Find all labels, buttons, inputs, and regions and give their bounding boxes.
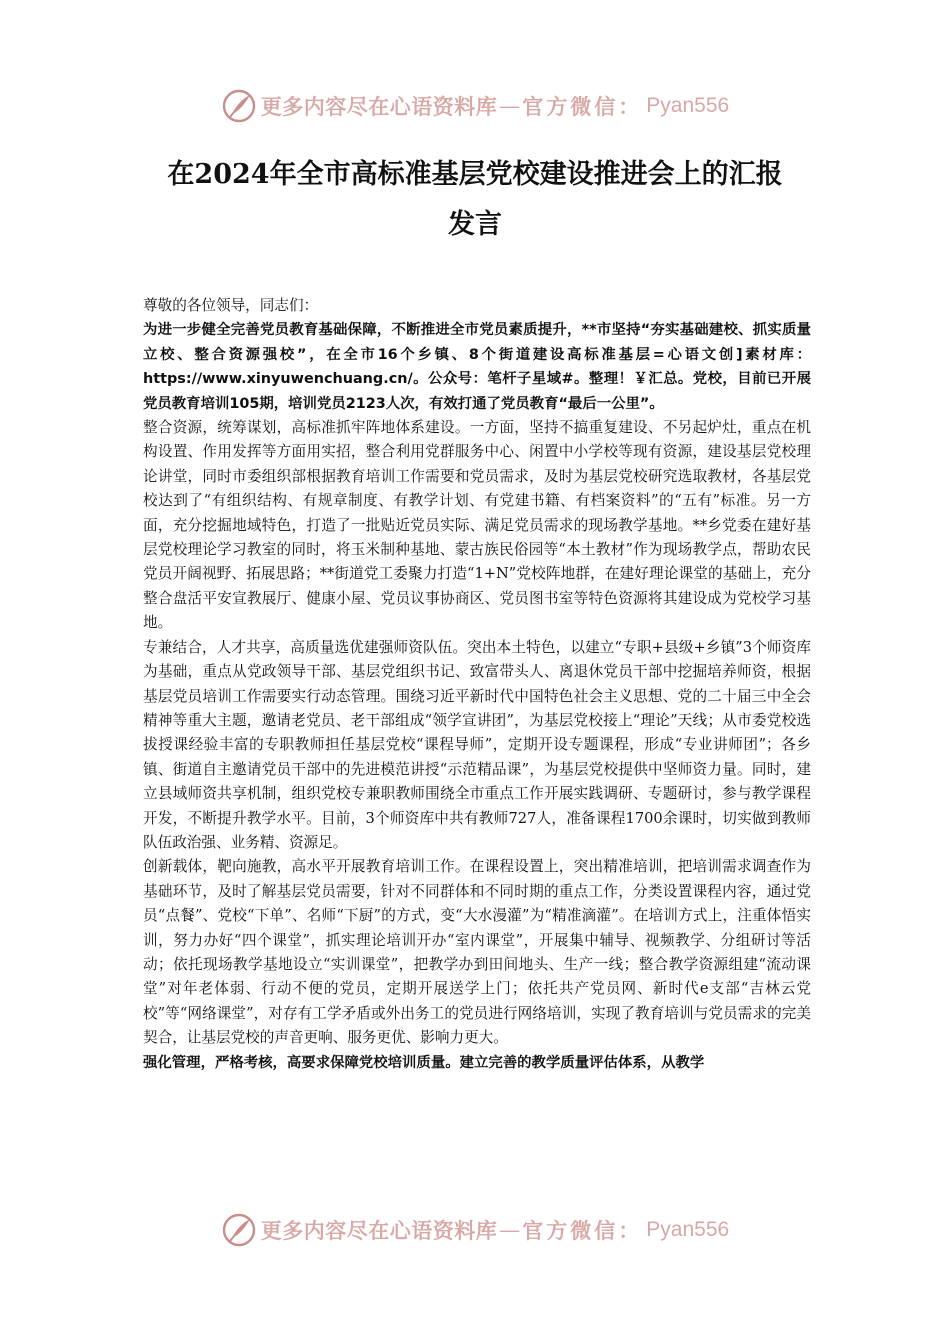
title-line-2: 发言 [448, 209, 502, 240]
paragraph-management: 强化管理，严格考核，高要求保障党校培训质量。建立完善的教学质量评估体系，从教学 [143, 1054, 705, 1071]
watermark-separator: — [499, 1218, 521, 1242]
paragraph-training: 创新载体，靶向施教，高水平开展教育培训工作。在课程设置上，突出精准培训，把培训需求调查作为基础环节，及时了解基层党员需要，针对不同群体和不同时期的重点工作，分类设置课程内容，通过党员“点餐”、党校“下单”、名师“下厨”的方式，变“大水漫灌”为“精准滴灌”。在培训方式上，注重体悟实训，努力办好“四个课堂”，抓实理论培训开办“室内课堂”，开展集中辅导、视频教学、分组研讨等活动；依托现场教学基地设立“实训课堂”，把教学办到田间地头、生产一线；整合教学资源组建“流动课堂”对年老体弱、行动不便的党员，定期开展送学上门；依托共产党员网、新时代e支部“吉林云党校”等“网络课堂”，对存有工学矛盾或外出务工的党员进行网络培训，实现了教育培训与党员需求的完美契合，让基层党校的声音更响、服务更优、影响力更大。 [143, 858, 811, 1047]
salutation: 尊敬的各位领导，同志们： [143, 297, 319, 314]
watermark-separator: — [499, 94, 521, 118]
paragraph-resources: 整合资源，统筹谋划，高标准抓牢阵地体系建设。一方面，坚持不搞重复建设、不另起炉灶，重点在机构设置、作用发挥等方面用实招，整合利用党群服务中心、闲置中小学校等现有资源，建设基层党校理论讲堂，同时市委组织部根据教育培训工作需要和党员需求，及时为基层党校研究选取教材，各基层党校达到了“有组织结构、有规章制度、有教学计划、有党建书籍、有档案资料”的“五有”标准。另一方面，充分挖掘地域特色，打造了一批贴近党员实际、满足党员需求的现场教学基地。**乡党委在建好基层党校理论学习教室的同时，将玉米制种基地、蒙古族民俗园等“本土教材”作为现场教学点，帮助农民党员开阔视野、拓展思路；**街道党工委聚力打造“1+N”党校阵地群，在建好理论课堂的基础上，充分整合盘活平安宣教展厅、健康小屋、党员议事协商区、党员图书室等特色资源将其建设成为党校学习基地。 [143, 419, 811, 632]
title-line-1: 在2024年全市高标准基层党校建设推进会上的汇报 [167, 159, 783, 190]
watermark-banner-bottom [0, 1208, 950, 1252]
watermark-wechat-id: Pyan556 [646, 1218, 730, 1241]
paragraph-teachers: 专兼结合，人才共享，高质量选优建强师资队伍。突出本土特色，以建立“专职+县级+乡镇”3个师资库为基础，重点从党政领导干部、基层党组织书记、致富带头人、离退休党员干部中挖掘培养师资，根据基层党员培训工作需要实行动态管理。围绕习近平新时代中国特色社会主义思想、党的二十届三中全会精神等重大主题，邀请老党员、老干部组成“领学宣讲团”，为基层党校接上“理论”天线；从市委党校选拔授课经验丰富的专职教师担任基层党校“课程导师”，定期开设专题课程，形成“专业讲师团”；各乡镇、街道自主邀请党员干部中的先进模范讲授“示范精品课”，为基层党校提供中坚师资力量。同时，建立县域师资共享机制，组织党校专兼职教师围绕全市重点工作开展实践调研、专题研讨，参与教学课程开发，不断提升教学水平。目前，3个师资库中共有教师727人，准备课程1700余课时，切实做到教师队伍政治强、业务精、资源足。 [143, 638, 811, 851]
watermark-main-text: 更多内容尽在心语资料库 [260, 1218, 498, 1243]
quill-logo-icon [221, 88, 257, 124]
watermark-label: 官方微信： [522, 94, 643, 119]
quill-logo-icon [221, 1212, 257, 1248]
watermark-label: 官方微信： [522, 1218, 643, 1243]
document-body [143, 294, 811, 1075]
paragraph-intro: 为进一步健全完善党员教育基础保障，不断推进全市党员素质提升，**市坚持“夯实基础建校、抓实质量立校、整合资源强校”，在全市16个乡镇、8个街道建设高标准基层=心语文创]素材库：https://www.xinyuwenchuang.cn/。公众号：笔杆子星域#。整理！￥汇总。党校，目前已开展党员教育培训105期，培训党员2123人次，有效打通了党员教育“最后一公里”。 [143, 322, 811, 412]
watermark-banner-top [0, 84, 950, 128]
watermark-main-text: 更多内容尽在心语资料库 [260, 94, 498, 119]
document-title [120, 150, 830, 250]
watermark-wechat-id: Pyan556 [646, 94, 730, 117]
